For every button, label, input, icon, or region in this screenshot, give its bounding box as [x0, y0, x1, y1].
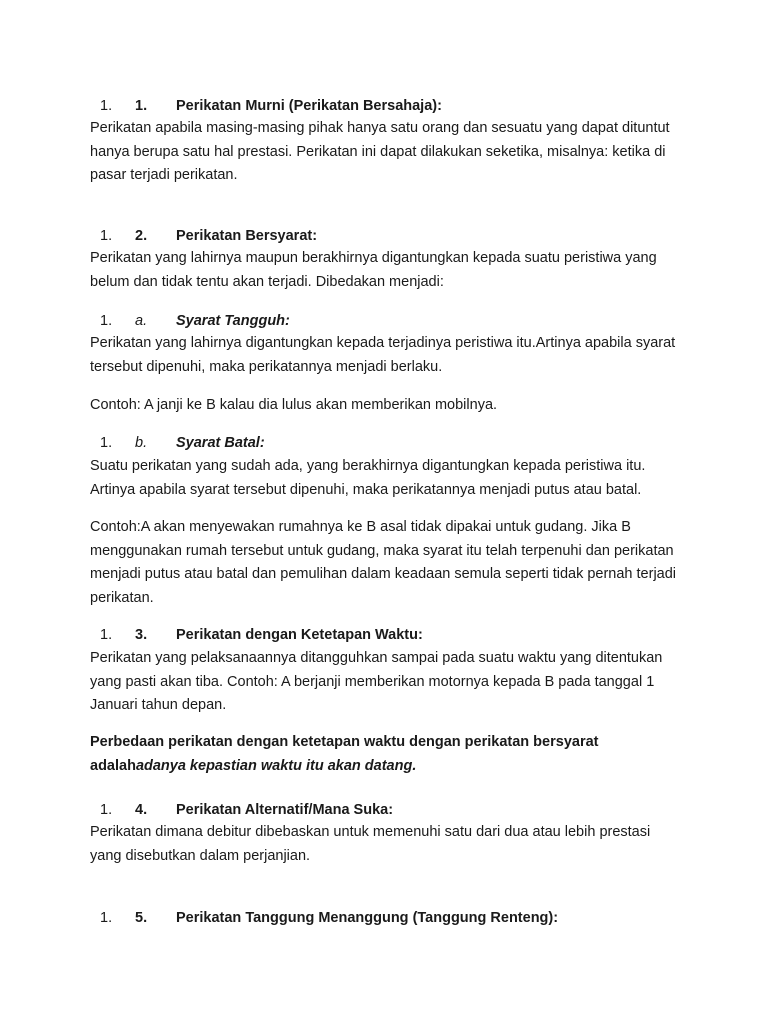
body-line: Perikatan dimana debitur dibebaskan untuk memenuhi satu dari dua atau lebih prestasi — [90, 824, 651, 840]
example-line: Contoh: A janji ke B kalau dia lulus akan memberikan mobilnya. — [90, 397, 498, 413]
example-line: perikatan. — [90, 589, 154, 606]
section-body — [90, 647, 690, 718]
note-bold-text: adalah — [90, 757, 136, 774]
body-line: Perikatan apabila masing-masing pihak hanya satu orang dan sesuatu yang dapat dituntut — [90, 120, 670, 136]
body-line: Perikatan yang lahirnya maupun berakhirnya digantungkan kepada suatu peristiwa yang — [90, 250, 657, 266]
subsection-title: Syarat Tangguh: — [176, 313, 290, 329]
section-number: 2. — [135, 228, 148, 244]
subsection-letter: b. — [135, 435, 148, 451]
body-line: pasar terjadi perikatan. — [90, 167, 238, 183]
body-line: Perikatan yang lahirnya digantungkan kepada terjadinya peristiwa itu.Artinya apabila syarat — [90, 335, 676, 351]
section-number: 4. — [135, 802, 148, 818]
list-number: 1. — [100, 802, 113, 818]
section-number: 5. — [135, 910, 148, 926]
section-number: 1. — [135, 98, 148, 114]
body-line: Januari tahun depan. — [90, 697, 227, 713]
note-emphasis-text: adanya kepastian waktu itu akan datang. — [135, 757, 417, 774]
section-number: 3. — [135, 627, 148, 643]
section-body — [90, 247, 690, 294]
example-paragraph — [90, 516, 690, 610]
list-number: 1. — [100, 435, 113, 451]
note-paragraph — [90, 731, 690, 778]
section-title: Perikatan Murni (Perikatan Bersahaja): — [176, 98, 442, 114]
body-line: yang pasti akan tiba. Contoh: A berjanji memberikan motornya kepada B pada tanggal 1 — [90, 673, 655, 690]
example-paragraph — [90, 394, 690, 418]
body-line: hanya berupa satu hal prestasi. Perikatan ini dapat dilakukan seketika, misalnya: ketika di — [90, 143, 666, 160]
subsection-title: Syarat Batal: — [176, 435, 265, 451]
section-title: Perikatan Bersyarat: — [176, 228, 318, 244]
section-title: Perikatan dengan Ketetapan Waktu: — [176, 627, 423, 643]
note-line: Perbedaan perikatan dengan ketetapan waktu dengan perikatan bersyarat — [90, 734, 599, 750]
body-line: Suatu perikatan yang sudah ada, yang berakhirnya digantungkan kepada peristiwa itu. — [90, 458, 646, 474]
list-number: 1. — [100, 910, 113, 926]
note-line — [90, 755, 690, 779]
list-number: 1. — [100, 313, 113, 329]
body-line: Perikatan yang pelaksanaannya ditangguhkan sampai pada suatu waktu yang ditentukan — [90, 650, 663, 666]
body-line: Artinya apabila syarat tersebut dipenuhi, maka perikatannya menjadi putus atau batal. — [90, 481, 642, 498]
subsection-body — [90, 332, 690, 379]
body-line: belum dan tidak tentu akan terjadi. Dibedakan menjadi: — [90, 273, 444, 290]
section-title: Perikatan Alternatif/Mana Suka: — [176, 802, 394, 818]
example-line: Contoh:A akan menyewakan rumahnya ke B asal tidak dipakai untuk gudang. Jika B — [90, 519, 631, 535]
section-title: Perikatan Tanggung Menanggung (Tanggung Renteng): — [176, 910, 559, 926]
example-line: menjadi putus atau batal dan pemulihan dalam keadaan semula seperti tidak pernah terjadi — [90, 566, 677, 582]
example-line: menggunakan rumah tersebut untuk gudang, maka syarat itu telah terpenuhi dan perikatan — [90, 542, 674, 559]
list-number: 1. — [100, 627, 113, 643]
subsection-body — [90, 455, 690, 502]
body-line: yang disebutkan dalam perjanjian. — [90, 847, 311, 864]
section-body — [90, 117, 690, 188]
section-body — [90, 821, 690, 868]
list-number: 1. — [100, 228, 113, 244]
body-line: tersebut dipenuhi, maka perikatannya menjadi berlaku. — [90, 358, 443, 375]
list-number: 1. — [100, 98, 113, 114]
subsection-letter: a. — [135, 313, 148, 329]
